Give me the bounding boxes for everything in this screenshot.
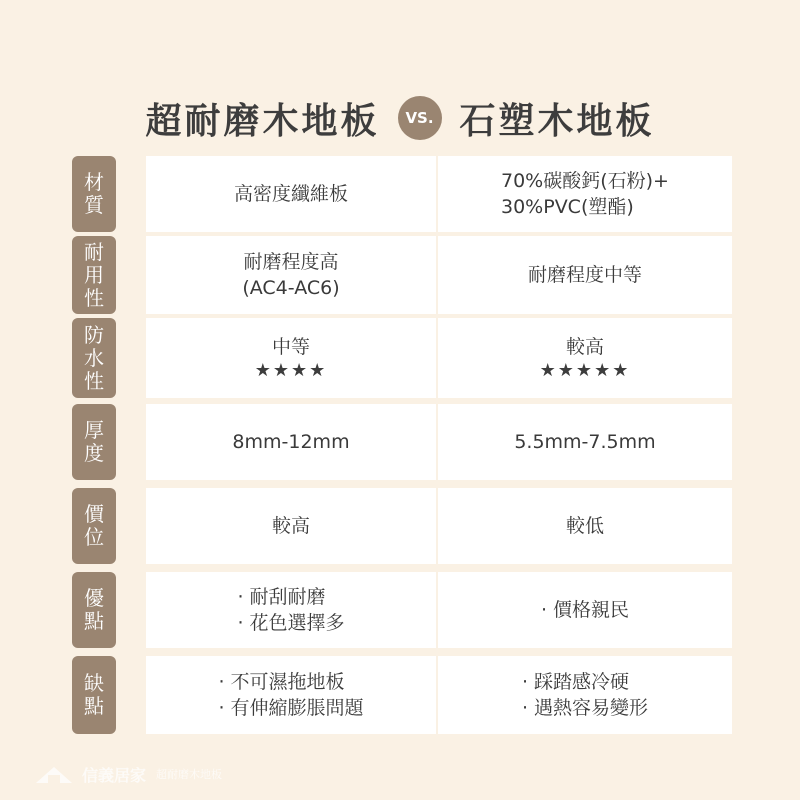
row-material bbox=[72, 156, 732, 232]
rating-stars: ★★★★★ bbox=[539, 360, 631, 381]
right-title: 石塑木地板 bbox=[459, 100, 655, 142]
left-cell: 中等 ★★★★ bbox=[146, 318, 436, 398]
comparison-header bbox=[0, 92, 800, 144]
footer-subtitle: 超耐磨木地板 bbox=[156, 768, 223, 781]
left-cell: 8mm-12mm bbox=[146, 404, 436, 480]
vs-badge: VS. bbox=[398, 96, 442, 140]
row-label: 耐用性 bbox=[72, 236, 116, 314]
row-label: 厚度 bbox=[72, 404, 116, 480]
right-cell: 耐磨程度中等 bbox=[438, 236, 732, 314]
row-thickness bbox=[72, 404, 732, 480]
right-cell: 較低 bbox=[438, 488, 732, 564]
left-cell: 高密度纖維板 bbox=[146, 156, 436, 232]
footer-brand: 信義居家 bbox=[82, 765, 147, 785]
row-price bbox=[72, 488, 732, 564]
row-label: 價位 bbox=[72, 488, 116, 564]
rating-stars: ★★★★ bbox=[254, 360, 328, 381]
row-durability bbox=[72, 236, 732, 314]
right-cell: ‧ 價格親民 bbox=[438, 572, 732, 648]
row-label: 缺點 bbox=[72, 656, 116, 734]
left-cell: ‧ 耐刮耐磨 ‧ 花色選擇多 bbox=[146, 572, 436, 648]
row-cons bbox=[72, 656, 732, 734]
right-cell: 70%碳酸鈣(石粉)+ 30%PVC(塑酯) bbox=[438, 156, 732, 232]
row-label: 防水性 bbox=[72, 318, 116, 398]
right-cell: 5.5mm-7.5mm bbox=[438, 404, 732, 480]
left-cell: 耐磨程度高 (AC4-AC6) bbox=[146, 236, 436, 314]
left-cell: ‧ 不可濕拖地板 ‧ 有伸縮膨脹問題 bbox=[146, 656, 436, 734]
house-logo-icon bbox=[34, 763, 74, 785]
row-label: 優點 bbox=[72, 572, 116, 648]
right-cell: 較高 ★★★★★ bbox=[438, 318, 732, 398]
row-waterproof bbox=[72, 318, 732, 398]
left-title: 超耐磨木地板 bbox=[145, 100, 380, 142]
right-cell: ‧ 踩踏感冷硬 ‧ 遇熱容易變形 bbox=[438, 656, 732, 734]
row-label: 材質 bbox=[72, 156, 116, 232]
footer-watermark bbox=[34, 760, 222, 788]
row-pros bbox=[72, 572, 732, 648]
left-cell: 較高 bbox=[146, 488, 436, 564]
